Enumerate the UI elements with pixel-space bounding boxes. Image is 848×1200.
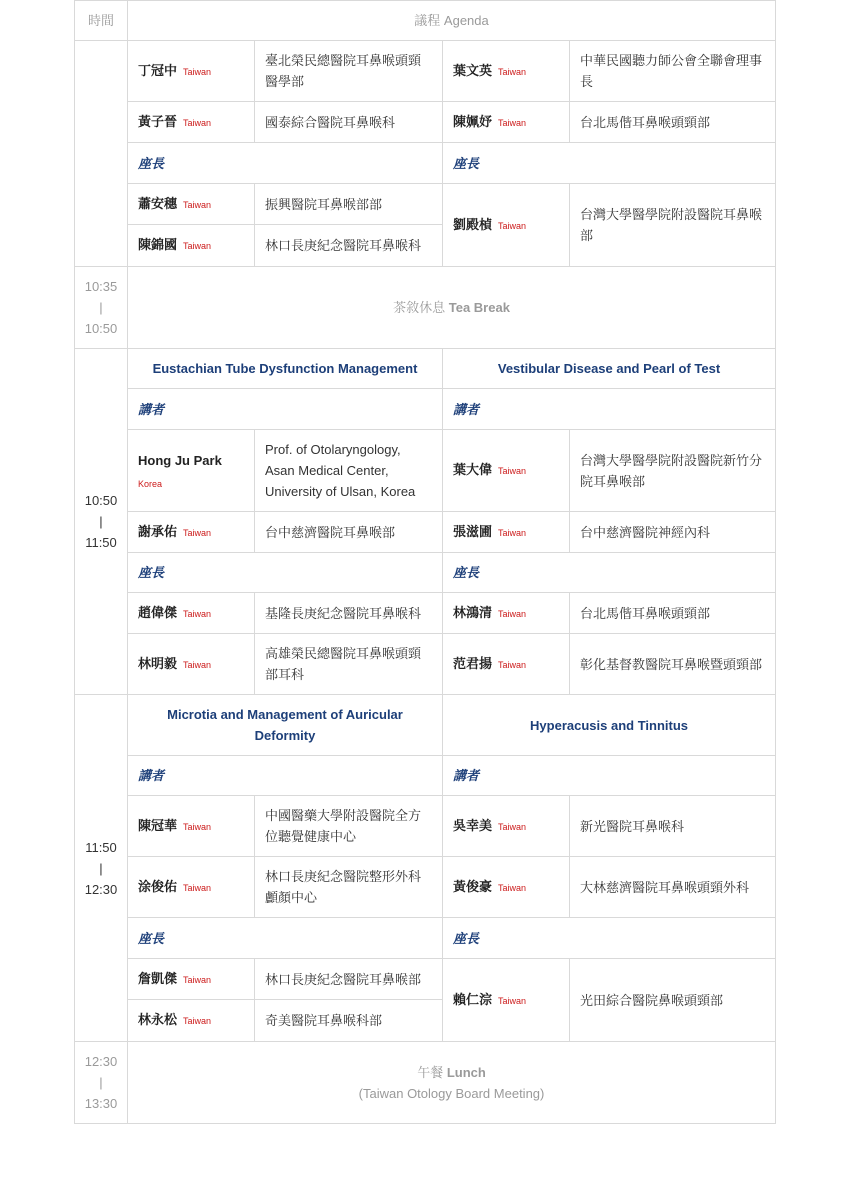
speaker-name: 黃俊豪 — [453, 878, 493, 894]
tea-break-label — [128, 267, 776, 349]
chair-name: 劉殿楨 — [453, 216, 493, 232]
chair-name: 趙偉傑 — [138, 604, 178, 620]
time-start: 10:35 — [84, 279, 118, 294]
speaker-country: Taiwan — [183, 527, 212, 538]
chair-name: 蕭安穗 — [138, 195, 178, 211]
chair-institution: 光田綜合醫院鼻喉頭頸部 — [570, 959, 776, 1042]
chair-institution: 高雄榮民總醫院耳鼻喉頭頸部耳科 — [255, 634, 443, 695]
lunch-note: (Taiwan Otology Board Meeting) — [358, 1085, 545, 1101]
speaker-cell — [443, 430, 570, 512]
session2-time — [75, 349, 128, 695]
time-end: 12:30 — [84, 881, 118, 897]
lunch-row — [75, 1042, 776, 1124]
session-topic: Vestibular Disease and Pearl of Test — [443, 349, 776, 389]
table-row — [75, 41, 776, 102]
session1-time-cell — [75, 41, 128, 267]
agenda-header — [128, 1, 776, 41]
speaker-institution: 台北馬偕耳鼻喉頭頸部 — [570, 102, 776, 143]
chair-name: 林鴻清 — [453, 604, 493, 620]
time-separator: | — [99, 860, 103, 876]
speaker-name: 吳幸美 — [453, 817, 493, 833]
chair-label: 座長 — [443, 918, 776, 959]
chair-country: Taiwan — [498, 608, 527, 619]
session-topic: Microtia and Management of Auricular Deformity — [128, 695, 443, 756]
speaker-name: 葉大偉 — [453, 462, 493, 477]
speaker-cell — [443, 512, 570, 553]
speaker-name: 葉文英 — [453, 62, 493, 78]
chair-institution: 奇美醫院耳鼻喉科部 — [255, 1000, 443, 1042]
speaker-institution: 中國醫藥大學附設醫院全方位聽覺健康中心 — [255, 796, 443, 857]
speaker-institution: 林口長庚紀念醫院整形外科顱顏中心 — [255, 857, 443, 918]
speaker-country: Taiwan — [498, 466, 527, 476]
speaker-cell — [443, 796, 570, 857]
tea-break-en: Tea Break — [448, 300, 510, 315]
speaker-name: 黃子晉 — [138, 113, 178, 129]
agenda-header-en: Agenda — [443, 13, 489, 28]
speaker-cell — [128, 512, 255, 553]
time-separator: | — [99, 514, 103, 529]
tea-break-zh: 茶敘休息 — [393, 300, 446, 315]
role-row — [75, 918, 776, 959]
table-row — [75, 593, 776, 634]
header-row — [75, 1, 776, 41]
topic-row — [75, 349, 776, 389]
chair-cell — [128, 634, 255, 695]
speaker-name: 陳冠華 — [138, 817, 178, 833]
speaker-country: Taiwan — [498, 527, 527, 538]
speaker-name: 張滋圃 — [453, 523, 493, 539]
chair-name: 賴仁淙 — [453, 991, 493, 1007]
speaker-name: 陳姵妤 — [453, 113, 493, 129]
chair-cell — [443, 634, 570, 695]
chair-institution: 振興醫院耳鼻喉部部 — [255, 184, 443, 225]
speaker-cell — [443, 41, 570, 102]
chair-cell — [128, 1000, 255, 1042]
chair-label: 座長 — [443, 553, 776, 593]
speaker-label: 講者 — [128, 756, 443, 796]
chair-institution: 基隆長庚紀念醫院耳鼻喉科 — [255, 593, 443, 634]
speaker-name: 謝承佑 — [138, 523, 178, 539]
role-row — [75, 553, 776, 593]
chair-cell — [128, 225, 255, 267]
table-row — [75, 857, 776, 918]
session-topic: Eustachian Tube Dysfunction Management — [128, 349, 443, 389]
chair-cell — [443, 184, 570, 267]
chair-label: 座長 — [128, 143, 443, 184]
chair-institution: 台灣大學醫學院附設醫院耳鼻喉部 — [570, 184, 776, 267]
role-row — [75, 389, 776, 430]
chair-name: 詹凱傑 — [138, 970, 178, 986]
chair-country: Taiwan — [498, 995, 527, 1006]
time-start: 12:30 — [84, 1054, 118, 1069]
speaker-institution: 中華民國聽力師公會全聯會理事長 — [570, 41, 776, 102]
speaker-label: 講者 — [128, 389, 443, 430]
speaker-institution: 台中慈濟醫院耳鼻喉部 — [255, 512, 443, 553]
chair-label: 座長 — [128, 553, 443, 593]
speaker-cell — [128, 430, 255, 512]
chair-country: Taiwan — [183, 1016, 212, 1026]
speaker-name: 丁冠中 — [138, 62, 178, 78]
chair-country: Taiwan — [183, 199, 212, 210]
session3-time — [75, 695, 128, 1042]
lunch-time — [75, 1042, 128, 1124]
chair-name: 林明毅 — [138, 655, 178, 671]
speaker-country: Taiwan — [183, 66, 212, 77]
chair-name: 范君揚 — [453, 655, 493, 671]
role-row — [75, 756, 776, 796]
speaker-country: Taiwan — [498, 821, 527, 832]
chair-cell — [128, 959, 255, 1000]
speaker-cell — [443, 857, 570, 918]
speaker-institution: 國泰綜合醫院耳鼻喉科 — [255, 102, 443, 143]
tea-break-time — [75, 267, 128, 349]
role-row — [75, 143, 776, 184]
chair-country: Taiwan — [183, 241, 212, 251]
chair-country: Taiwan — [498, 659, 527, 670]
time-start: 10:50 — [84, 493, 118, 508]
table-row — [75, 512, 776, 553]
time-end: 13:30 — [84, 1096, 118, 1111]
time-header: 時間 — [75, 1, 128, 41]
chair-country: Taiwan — [183, 659, 212, 670]
time-separator: | — [99, 300, 103, 315]
chair-institution: 彰化基督教醫院耳鼻喉暨頭頸部 — [570, 634, 776, 695]
chair-country: Taiwan — [183, 608, 212, 619]
lunch-zh: 午餐 — [417, 1064, 444, 1080]
chair-institution: 台北馬偕耳鼻喉頭頸部 — [570, 593, 776, 634]
session-topic: Hyperacusis and Tinnitus — [443, 695, 776, 756]
speaker-institution: Prof. of Otolaryngology, Asan Medical Center, University of Ulsan, Korea — [255, 430, 443, 512]
table-row — [75, 959, 776, 1000]
time-start: 11:50 — [85, 839, 117, 855]
lunch-title — [138, 1062, 765, 1083]
chair-cell — [443, 593, 570, 634]
agenda-table — [74, 0, 776, 1124]
lunch-label — [128, 1042, 776, 1124]
speaker-institution: 大林慈濟醫院耳鼻喉頭頸外科 — [570, 857, 776, 918]
speaker-country: Taiwan — [498, 117, 527, 128]
speaker-cell — [443, 102, 570, 143]
speaker-cell — [128, 102, 255, 143]
speaker-country: Korea — [138, 479, 163, 489]
tea-break-row — [75, 267, 776, 349]
chair-label: 座長 — [443, 143, 776, 184]
speaker-label: 講者 — [443, 389, 776, 430]
speaker-country: Taiwan — [183, 117, 212, 128]
chair-country: Taiwan — [498, 220, 527, 231]
time-end: 11:50 — [85, 535, 117, 550]
chair-cell — [128, 593, 255, 634]
time-separator: | — [99, 1075, 103, 1090]
chair-cell — [443, 959, 570, 1042]
topic-row — [75, 695, 776, 756]
speaker-name: Hong Ju Park — [138, 453, 222, 468]
chair-cell — [128, 184, 255, 225]
speaker-country: Taiwan — [183, 821, 212, 832]
speaker-institution: 台中慈濟醫院神經內科 — [570, 512, 776, 553]
time-end: 10:50 — [84, 321, 118, 336]
chair-institution: 林口長庚紀念醫院耳鼻喉部 — [255, 959, 443, 1000]
speaker-cell — [128, 41, 255, 102]
speaker-country: Taiwan — [498, 66, 527, 77]
chair-country: Taiwan — [183, 974, 212, 985]
speaker-institution: 臺北榮民總醫院耳鼻喉頭頸醫學部 — [255, 41, 443, 102]
agenda-header-zh: 議程 — [414, 13, 441, 28]
speaker-institution: 新光醫院耳鼻喉科 — [570, 796, 776, 857]
chair-institution: 林口長庚紀念醫院耳鼻喉科 — [255, 225, 443, 267]
speaker-institution: 台灣大學醫學院附設醫院新竹分院耳鼻喉部 — [570, 430, 776, 512]
speaker-label: 講者 — [443, 756, 776, 796]
table-row — [75, 184, 776, 225]
speaker-country: Taiwan — [183, 882, 212, 893]
chair-name: 陳錦國 — [138, 237, 178, 252]
table-row — [75, 634, 776, 695]
table-row — [75, 102, 776, 143]
speaker-name: 涂俊佑 — [138, 878, 178, 894]
table-row — [75, 430, 776, 512]
speaker-cell — [128, 796, 255, 857]
table-row — [75, 796, 776, 857]
chair-name: 林永松 — [138, 1012, 178, 1027]
speaker-cell — [128, 857, 255, 918]
lunch-en: Lunch — [446, 1064, 486, 1080]
chair-label: 座長 — [128, 918, 443, 959]
speaker-country: Taiwan — [498, 882, 527, 893]
